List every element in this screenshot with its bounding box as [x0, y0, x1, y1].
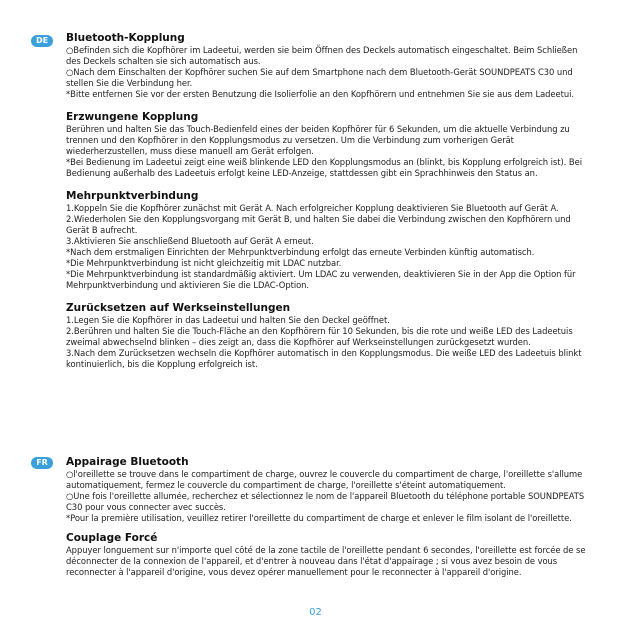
de-block-factory-reset [66, 302, 591, 370]
paragraph: 2.Berühren und halten Sie die Touch-Fläche an den Kopfhörern für 10 Sekunden, bis die rote und weiße LED des Ladeetuis zweimal abwechselnd blinken – dies zeigt an, dass die Kopfhörer auf Werkseinstellungen zurückgesetzt wurden. [66, 326, 573, 347]
paragraph: *Nach dem erstmaligen Einrichten der Mehrpunktverbindung erfolgt das erneute Verbinden künftig automatisch. [66, 247, 535, 257]
section-heading: Mehrpunktverbindung [66, 190, 199, 202]
paragraph: 2.Wiederholen Sie den Kopplungsvorgang mit Gerät B, und halten Sie dabei die Verbindung zwischen den Kopfhörern und Gerät B aufrecht. [66, 214, 571, 235]
paragraph: *Bitte entfernen Sie vor der ersten Benutzung die Isolierfolie an den Kopfhörern und entnehmen Sie sie aus dem Ladeetui. [66, 89, 575, 99]
paragraph: ○l'oreillette se trouve dans le compartiment de charge, ouvrez le couvercle du compartiment de charge, l'oreillette s'allume automatiquement, fermez le couvercle du compartiment de charge, l'oreillette s'éteint automatiquement. [66, 469, 583, 490]
paragraph: *Die Mehrpunktverbindung ist nicht gleichzeitig mit LDAC nutzbar. [66, 258, 342, 268]
paragraph: Berühren und halten Sie das Touch-Bedienfeld eines der beiden Kopfhörer für 6 Sekunden, um die aktuelle Verbindung zu trennen und den Kopfhörer in den Kopplungsmodus zu versetzen. Um die Verbindung zum vorherigen Gerät wiederherzustellen, muss diese manuell am Gerät erfolgen. [66, 124, 570, 156]
paragraph: *Die Mehrpunktverbindung ist standardmäßig aktiviert. Um LDAC zu verwenden, deaktivieren Sie in der App die Option für Mehrpunktverbindung und aktivieren Sie die LDAC-Option. [66, 269, 576, 290]
de-block-multipoint [66, 190, 591, 291]
paragraph: 3.Aktivieren Sie anschließend Bluetooth auf Gerät A erneut. [66, 236, 314, 246]
de-language-badge: DE [31, 35, 53, 47]
paragraph: Appuyer longuement sur n'importe quel côté de la zone tactile de l'oreillette pendant 6 secondes, l'oreillette est forcée de se déconnecter de la connexion de l'appareil, et d'entrer à nouveau dans l'état d'appairage ; si vous avez besoin de vous reconnecter à l'appareil d'origine, vous devez opérer manuellement pour le reconnecter à l'appareil d'origine. [66, 545, 586, 577]
paragraph: ○Une fois l'oreillette allumée, recherchez et sélectionnez le nom de l'appareil Bluetooth du téléphone portable SOUNDPEATS C30 pour vous connecter avec succès. [66, 491, 585, 512]
de-content [66, 32, 591, 370]
fr-block-bluetooth [66, 456, 591, 524]
fr-block-forced-pairing [66, 532, 591, 578]
paragraph: 1.Legen Sie die Kopfhörer in das Ladeetui und halten Sie den Deckel geöffnet. [66, 315, 390, 325]
paragraph: 3.Nach dem Zurücksetzen wechseln die Kopfhörer automatisch in den Kopplungsmodus. Die weiße LED des Ladeetuis blinkt kontinuierlich, bis die Kopplung erfolgreich ist. [66, 348, 582, 369]
fr-content [66, 456, 591, 578]
de-block-bluetooth [66, 32, 591, 100]
de-block-forced-pairing [66, 111, 591, 179]
section-heading: Zurücksetzen auf Werkseinstellungen [66, 302, 291, 314]
paragraph: 1.Koppeln Sie die Kopfhörer zunächst mit Gerät A. Nach erfolgreicher Kopplung deaktivieren Sie Bluetooth auf Gerät A. [66, 203, 559, 213]
paragraph: *Bei Bedienung im Ladeetui zeigt eine weiß blinkende LED den Kopplungsmodus an (blinkt, bis Kopplung erfolgreich ist). Bei Bedienung außerhalb des Ladeetuis erfolgt keine LED-Anzeige, stattdessen gibt ein Sprachhinweis den Status an. [66, 157, 582, 178]
paragraph: ○Befinden sich die Kopfhörer im Ladeetui, werden sie beim Öffnen des Deckels automatisch eingeschaltet. Beim Schließen des Deckels schalten sie sich automatisch aus. [66, 45, 578, 66]
section-heading: Bluetooth-Kopplung [66, 32, 185, 44]
paragraph: ○Nach dem Einschalten der Kopfhörer suchen Sie auf dem Smartphone nach dem Bluetooth-Gerät SOUNDPEATS C30 und stellen Sie die Verbindung her. [66, 67, 573, 88]
paragraph: *Pour la première utilisation, veuillez retirer l'oreillette du compartiment de charge et enlever le film isolant de l'oreillette. [66, 513, 572, 523]
section-heading: Appairage Bluetooth [66, 456, 189, 468]
page-number: 02 [309, 607, 322, 618]
section-heading: Couplage Forcé [66, 532, 158, 544]
section-heading: Erzwungene Kopplung [66, 111, 199, 123]
fr-language-badge: FR [31, 457, 53, 469]
